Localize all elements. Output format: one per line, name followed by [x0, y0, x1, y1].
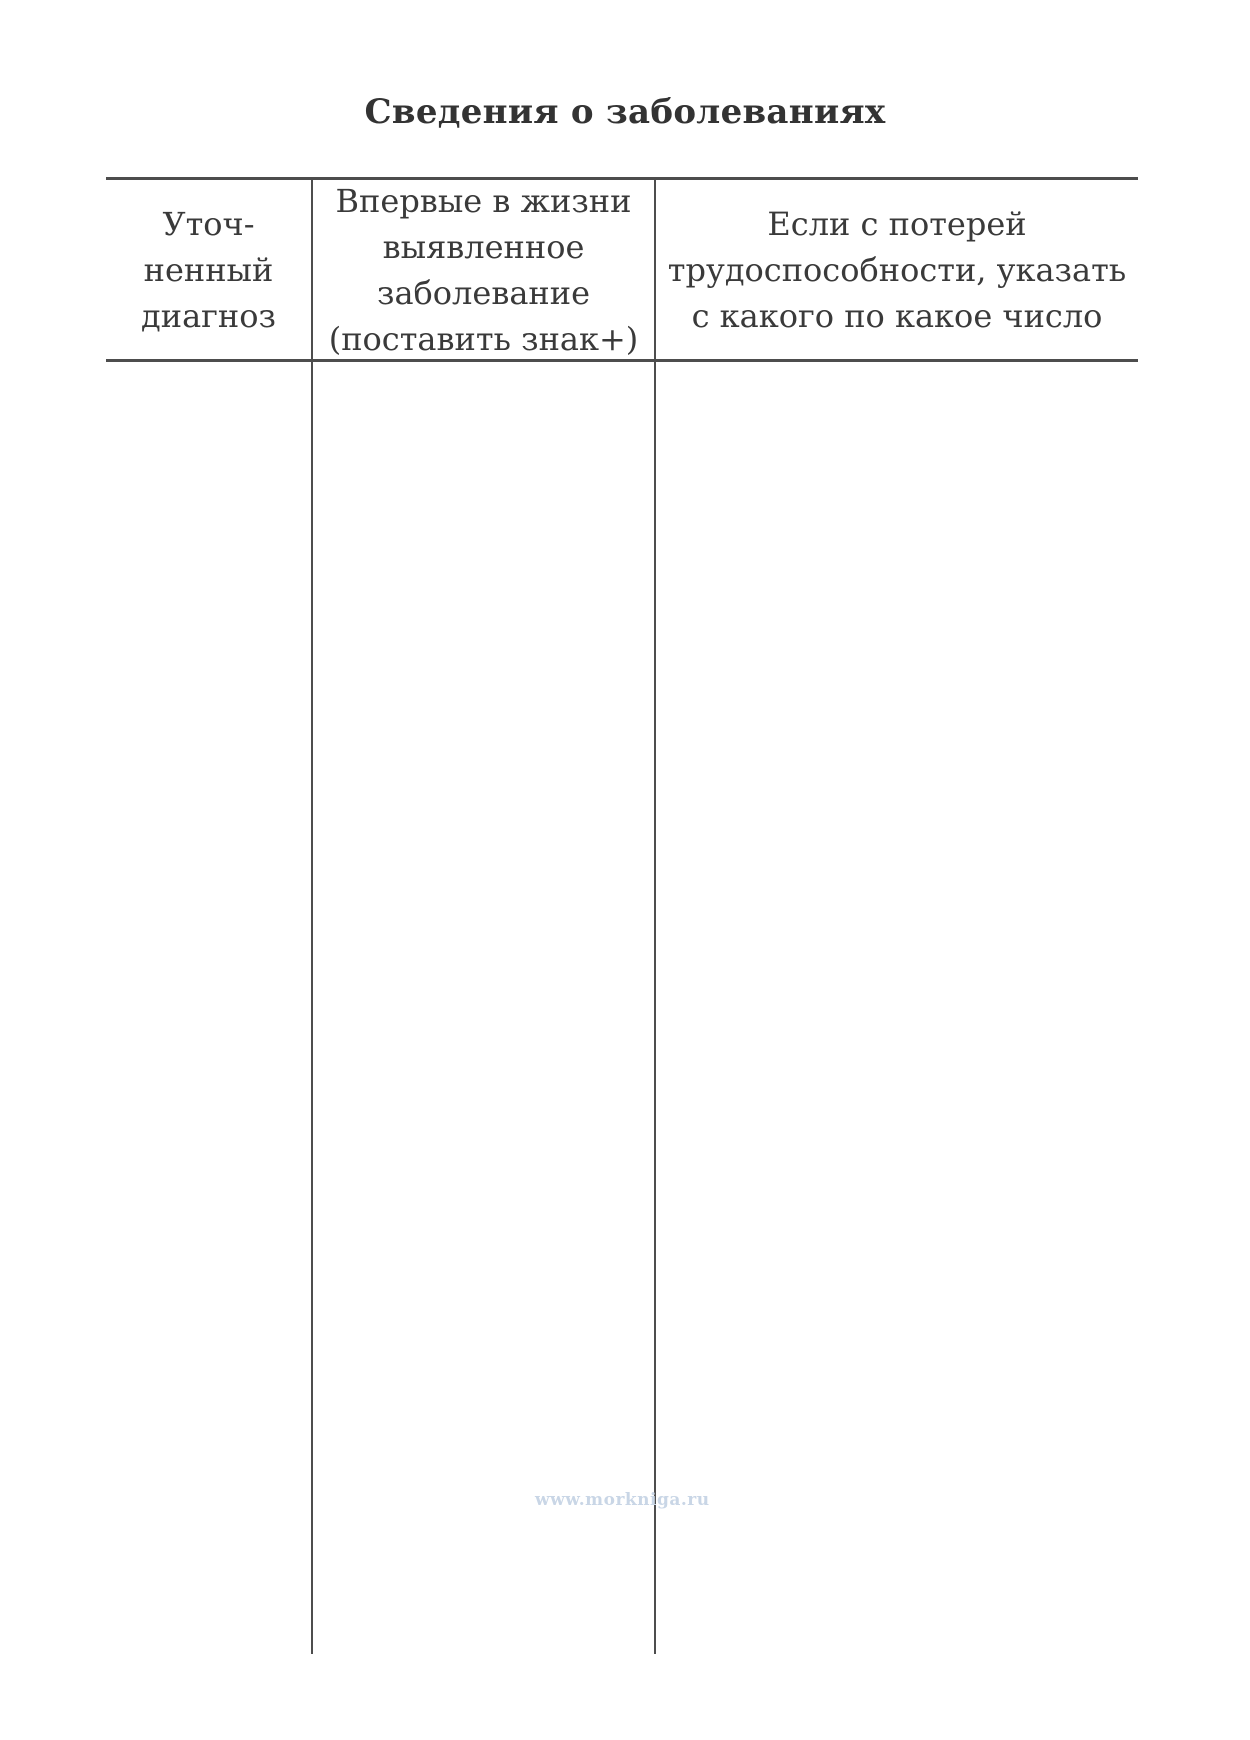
column-header-first-detected: Впервые в жизни выявленное заболевание (поставить знак+) [328, 181, 639, 358]
diagnosis-cell[interactable] [106, 362, 311, 1654]
column-header-diagnosis: Уточ- ненный диагноз [141, 204, 276, 335]
first-detected-cell[interactable] [313, 362, 654, 1654]
page-title: Сведения о заболеваниях [364, 92, 886, 132]
watermark: www.morkniga.ru [535, 1490, 710, 1510]
column-header-disability-period: Если с потерей трудоспособности, указать с какого по какое число [667, 204, 1127, 335]
disability-period-cell[interactable] [656, 362, 1138, 1654]
